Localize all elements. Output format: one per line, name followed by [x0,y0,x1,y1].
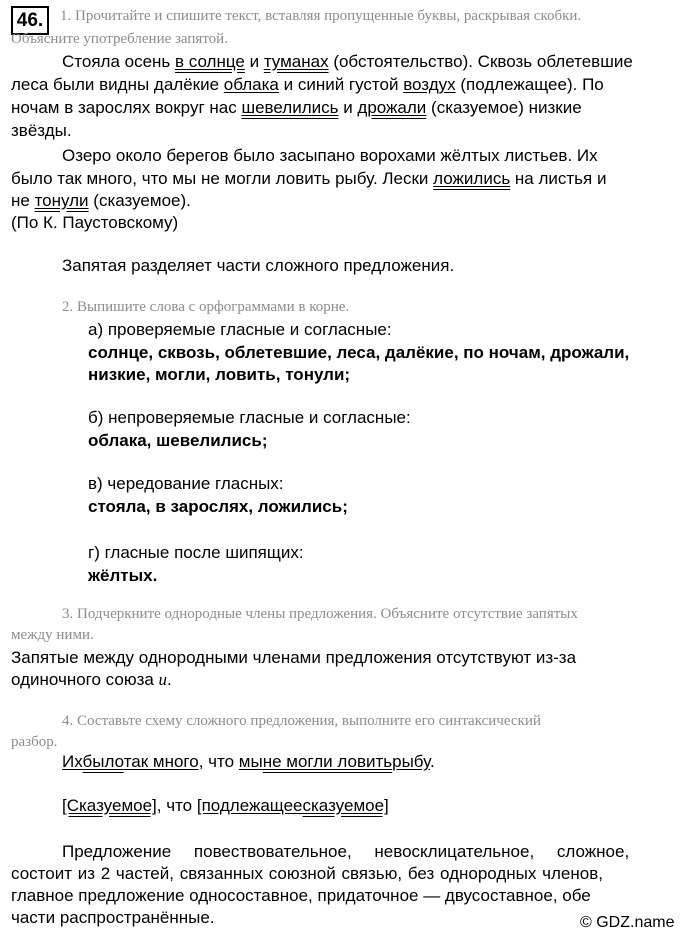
analysis-line1: Предложение повествовательное, невосклицательное, сложное, [62,842,630,861]
task2-b-words: облака, шевелились; [88,431,268,450]
watermark: © GDZ.name [580,914,675,931]
analysis-line3: главное предложение односоставное, придаточное — двусоставное, обе [11,886,591,905]
task2-a-words-line1: солнце, сквозь, облетевшие, леса, далёкие, по ночам, дрожали, [88,343,630,362]
scheme-main-clause: [Сказуемое] [62,796,157,815]
task3-title-line2: между ними. [11,627,94,643]
p1-line3 [11,98,582,118]
task1-title-line1: 1. Прочитайте и спишите текст, вставляя пропущенные буквы, раскрывая скобки. [60,8,582,24]
text-fragment: Стояла осень [62,52,176,71]
p1-line1 [62,52,633,72]
sentence-object: рыбу [392,752,430,771]
conjunction-i: и [158,670,168,689]
text-fragment: (сказуемое). [88,191,191,210]
text-fragment: леса были видны далёкие [11,75,224,94]
text-fragment: . [167,670,172,689]
p2-line2 [11,169,606,189]
author-credit: (По К. Паустовскому) [11,213,179,232]
homogeneous-word: в солнце [175,52,245,71]
sentence-subject: мы [238,752,263,771]
text-fragment: одиночного союза [11,670,159,689]
task2-d-words: жёлтых. [88,566,158,585]
task2-a-words-line2: низкие, могли, ловить, тонули; [88,365,351,384]
task2-a-label: а) проверяемые гласные и согласные: [88,320,392,339]
text-fragment: (обстоятельство). Сквозь облетевшие [328,52,633,71]
homogeneous-word: дрожали [357,98,427,117]
task2-c-words: стояла, в зарослях, ложились; [88,497,348,516]
text-fragment: и синий густой [278,75,404,94]
text-fragment: (сказуемое) низкие [426,98,582,117]
text-fragment: и [338,98,358,117]
task2-d-label: г) гласные после шипящих: [88,543,304,562]
task2-title: 2. Выпишите слова с орфограммами в корне. [62,299,350,315]
text-fragment: (подлежащее). По [455,75,604,94]
analysis-line2: состоит из 2 частей, связанных союзной связью, без однородных членов, [11,864,603,883]
sentence-subject-part: Их [62,752,83,771]
homogeneous-word: шевелились [241,98,339,117]
task1-title-line2: Объясните употребление запятой. [11,31,228,47]
homogeneous-word: облака [223,75,279,94]
scheme-subject: [подлежащее [196,796,303,815]
scheme-conjunction: , что [156,796,197,815]
p2-line1: Озеро около берегов было засыпано ворохами жёлтых листьев. Их [62,146,598,165]
task2-b-label: б) непроверяемые гласные и согласные: [88,408,411,427]
task3-answer-line2 [11,670,172,690]
text-fragment: ночам в зарослях вокруг нас [11,98,242,117]
sentence-predicate: не могли ловить [262,752,393,771]
sentence-conjunction: , что [198,752,239,771]
task4-title-line1: 4. Составьте схему сложного предложения, выполните его синтаксический [62,713,541,729]
p1-line2 [11,75,604,95]
text-fragment: на листья и [510,169,607,188]
task3-title-line1: 3. Подчеркните однородные члены предложения. Объясните отсутствие запятых [62,606,578,622]
predicate-word: ложились [433,169,511,188]
task3-answer-line1: Запятые между однородными членами предложения отсутствуют из-за [11,648,577,667]
text-fragment: было так много, что мы не могли ловить рыбу. Лески [11,169,434,188]
task2-c-label: в) чередование гласных: [88,474,284,493]
scheme-predicate: сказуемое] [302,796,389,815]
sentence-period: . [429,752,435,771]
exercise-number: 46. [11,6,49,35]
text-fragment: и [244,52,264,71]
sentence-predicate-part: было [82,752,124,771]
p1-line4: звёзды. [11,121,72,140]
task4-title-line2: разбор. [11,734,58,750]
sentence-adverbial-part: так много [123,752,199,771]
predicate-word: тонули [34,191,89,210]
comma-note: Запятая разделяет части сложного предложения. [62,256,455,275]
parsed-sentence [62,752,435,772]
text-fragment: не [11,191,35,210]
p2-line3 [11,191,191,211]
homogeneous-word: туманах [263,52,329,71]
homogeneous-word: воздух [403,75,456,94]
sentence-scheme [62,796,389,816]
analysis-line4: части распространённые. [11,908,215,927]
